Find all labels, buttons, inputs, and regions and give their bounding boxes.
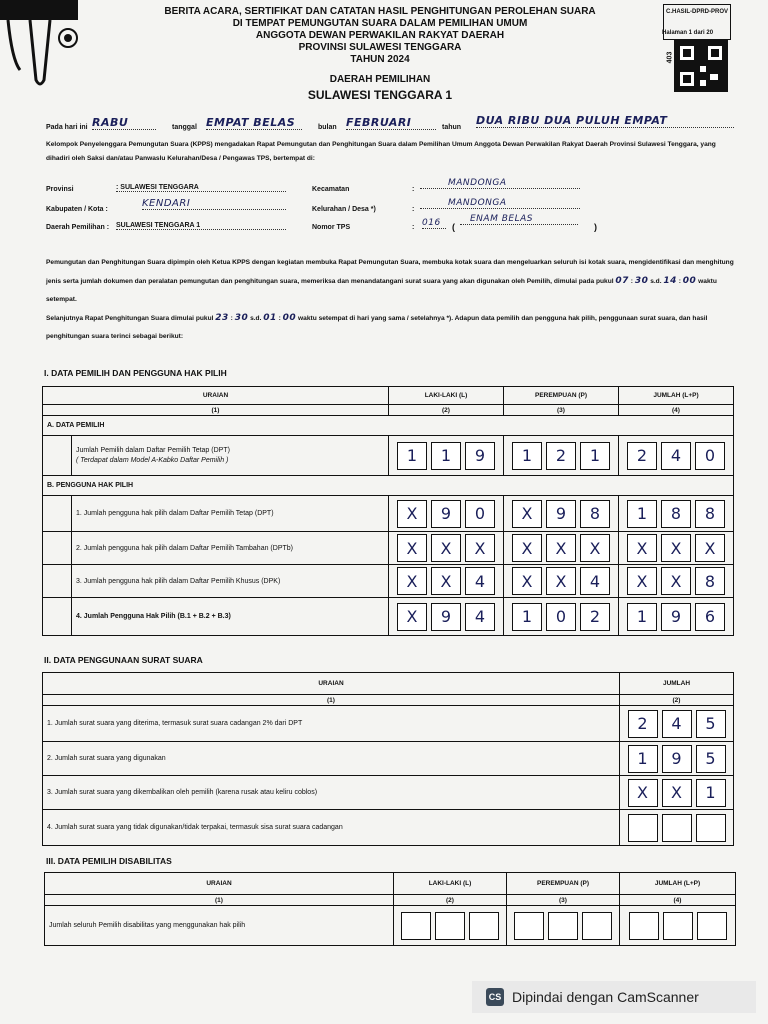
s1-b-title: B. PENGGUNA HAK PILIH xyxy=(43,476,734,496)
digit-box[interactable]: X xyxy=(397,534,427,562)
kabupaten-value: KENDARI xyxy=(142,198,286,210)
provinsi-label: Provinsi xyxy=(46,186,74,193)
s2-col-jml: JUMLAH xyxy=(620,673,734,695)
tps-number: 016 xyxy=(422,218,446,229)
s1-b1-label: 1. Jumlah pengguna hak pilih dalam Daftar Pemilih Tetap (DPT) xyxy=(72,496,389,532)
digit-box[interactable]: 6 xyxy=(695,603,725,631)
digit-box[interactable]: 1 xyxy=(580,442,610,470)
s1-b2-label: 2. Jumlah pengguna hak pilih dalam Daftar Pemilih Tambahan (DPTb) xyxy=(72,532,389,565)
tahun-label: tahun xyxy=(442,124,462,131)
s3-j-cell xyxy=(620,906,736,946)
hari-value: RABU xyxy=(92,116,156,130)
digit-box[interactable]: 9 xyxy=(465,442,495,470)
s3-num-1: (1) xyxy=(45,895,394,906)
count-end-hour: 01 xyxy=(263,313,277,323)
digit-box[interactable]: X xyxy=(512,567,542,595)
digit-box[interactable]: 1 xyxy=(628,745,658,773)
digit-box[interactable]: 8 xyxy=(661,500,691,528)
s1-a-row1: Jumlah Pemilih dalam Daftar Pemilih Tetap (DPT) xyxy=(76,446,230,454)
digit-box[interactable] xyxy=(629,912,659,940)
bulan-value: FEBRUARI xyxy=(346,116,436,130)
digit-box[interactable] xyxy=(514,912,544,940)
digit-box[interactable]: X xyxy=(431,534,461,562)
camscanner-badge xyxy=(472,981,756,1013)
camscanner-logo-icon: CS xyxy=(486,988,504,1006)
s2-row2-label: 2. Jumlah surat suara yang digunakan xyxy=(43,742,620,776)
digit-box[interactable] xyxy=(401,912,431,940)
digit-box[interactable]: X xyxy=(661,567,691,595)
s2-1-boxes xyxy=(624,710,729,738)
s3-col-jml: JUMLAH (L+P) xyxy=(620,873,736,895)
tanggal-value: EMPAT BELAS xyxy=(206,116,302,130)
s3-l-boxes xyxy=(398,912,502,940)
s3-col-p: PEREMPUAN (P) xyxy=(507,873,620,895)
tps-label: Nomor TPS xyxy=(312,224,351,231)
s1-b4-label: 4. Jumlah Pengguna Hak Pilih (B.1 + B.2 + B.3) xyxy=(72,598,389,636)
s1-b3-label: 3. Jumlah pengguna hak pilih dalam Daftar Pemilih Khusus (DPK) xyxy=(72,565,389,598)
title-line-3: ANGGOTA DEWAN PERWAKILAN RAKYAT DAERAH xyxy=(255,30,505,41)
digit-box[interactable]: X xyxy=(431,567,461,595)
digit-box[interactable] xyxy=(548,912,578,940)
title-line-4: PROVINSI SULAWESI TENGGARA xyxy=(298,42,462,53)
kelurahan-value: MANDONGA xyxy=(420,198,580,209)
s1-col-uraian: URAIAN xyxy=(43,387,389,405)
section3-title: III. DATA PEMILIH DISABILITAS xyxy=(46,856,172,866)
digit-box[interactable]: X xyxy=(512,534,542,562)
s3-j-boxes xyxy=(624,912,731,940)
b4-l-boxes xyxy=(393,603,499,631)
s1-b4-indent xyxy=(43,598,72,636)
digit-box[interactable]: 9 xyxy=(431,500,461,528)
paragraph-p1: Pemungutan dan Penghitungan Suara dipimpin oleh Ketua KPPS dengan kegiatan membuka Rapat Pemungutan Suara, membuka kotak suara dan mengeluarkan seluruh isi kotak suara, mengidentifikasi dan menghitung jenis serta jumlah dokumen dan peralatan pemungutan dan penghitungan suara, memeriksa dan menandatangani surat suara yang akan digunakan oleh Pemilih, dimulai pada pukul xyxy=(46,259,734,285)
dapil-label: DAERAH PEMILIHAN xyxy=(329,74,431,85)
digit-box[interactable]: 8 xyxy=(695,567,725,595)
s2-col-uraian: URAIAN xyxy=(43,673,620,695)
b4-j-boxes xyxy=(623,603,729,631)
b2-l-boxes xyxy=(393,534,499,562)
digit-box[interactable]: X xyxy=(627,534,657,562)
s2-3-cell xyxy=(620,776,734,810)
b2-l-cell xyxy=(389,532,504,565)
bulan-label: bulan xyxy=(318,124,337,131)
digit-box[interactable]: 1 xyxy=(512,442,542,470)
digit-box[interactable]: 9 xyxy=(662,745,692,773)
s3-col-l: LAKI-LAKI (L) xyxy=(394,873,507,895)
digit-box[interactable]: 2 xyxy=(546,442,576,470)
digit-box[interactable]: 4 xyxy=(465,603,495,631)
digit-box[interactable] xyxy=(663,912,693,940)
count-start-minute: 30 xyxy=(234,313,249,323)
digit-box[interactable]: 8 xyxy=(695,500,725,528)
s3-l-cell xyxy=(394,906,507,946)
digit-box[interactable]: X xyxy=(397,567,427,595)
form-code: C.HASIL-DPRD-PROV xyxy=(665,9,728,15)
digit-box[interactable]: X xyxy=(661,534,691,562)
b2-j-cell xyxy=(619,532,734,565)
provinsi-value: : SULAWESI TENGGARA xyxy=(116,184,286,192)
s3-col-uraian: URAIAN xyxy=(45,873,394,895)
waktu-text: waktu setempat. xyxy=(46,278,717,303)
digit-box[interactable] xyxy=(696,814,726,842)
digit-box[interactable]: X xyxy=(546,534,576,562)
digit-box[interactable] xyxy=(628,814,658,842)
s3-p-boxes xyxy=(511,912,615,940)
b4-l-cell xyxy=(389,598,504,636)
b3-p-boxes xyxy=(508,567,614,595)
s2-3-boxes xyxy=(624,779,729,807)
digit-box[interactable]: 9 xyxy=(431,603,461,631)
digit-box[interactable]: 2 xyxy=(628,710,658,738)
b4-p-boxes xyxy=(508,603,614,631)
b1-p-cell xyxy=(504,496,619,532)
stamp-drawing xyxy=(0,0,80,100)
section1-title: I. DATA PEMILIH DAN PENGGUNA HAK PILIH xyxy=(44,368,227,378)
s3-p-cell xyxy=(507,906,620,946)
camscanner-text: Dipindai dengan CamScanner xyxy=(512,989,699,1005)
intro-text: Kelompok Penyelenggara Pemungutan Suara (KPPS) mengadakan Rapat Pemungutan dan Penghitungan Suara dalam Pemilihan Umum Anggota Dewan Perwakilan Rakyat Daerah Provinsi Sulawesi Tenggara, yang dihadiri oleh Saksi dan/atau Panwaslu Kelurahan/Desa / Pengawas TPS, bertempat di: xyxy=(46,141,716,162)
s1-a-title: A. DATA PEMILIH xyxy=(43,416,734,436)
end-hour: 14 xyxy=(663,276,677,286)
start-minute: 30 xyxy=(634,276,649,286)
s3-num-4: (4) xyxy=(620,895,736,906)
hari-label: Pada hari ini xyxy=(46,124,88,131)
sd-text-1: s.d. xyxy=(650,278,662,285)
digit-box[interactable]: 8 xyxy=(580,500,610,528)
digit-box[interactable]: X xyxy=(580,534,610,562)
digit-box[interactable]: 2 xyxy=(580,603,610,631)
s1-b2-indent xyxy=(43,532,72,565)
digit-box[interactable] xyxy=(697,912,727,940)
section1-table xyxy=(42,386,734,636)
digit-box[interactable]: 5 xyxy=(696,710,726,738)
b1-l-cell xyxy=(389,496,504,532)
s2-2-boxes xyxy=(624,745,729,773)
a-l-boxes xyxy=(393,442,499,470)
side-code: 403 xyxy=(666,51,674,64)
paragraph-p2b: waktu setempat di hari yang sama / setelahnya *). Adapun data pemilih dan pengguna hak pilih, penggunaan surat suara, dan hasil penghitungan suara terinci sebagai berikut: xyxy=(46,315,708,340)
a-l-cell xyxy=(389,436,504,476)
b3-j-cell xyxy=(619,565,734,598)
digit-box[interactable]: X xyxy=(628,779,658,807)
digit-box[interactable]: 1 xyxy=(696,779,726,807)
title-line-1: BERITA ACARA, SERTIFIKAT DAN CATATAN HASIL PENGHITUNGAN PEROLEHAN SUARA xyxy=(164,6,596,17)
digit-box[interactable]: X xyxy=(695,534,725,562)
s2-row4-label: 4. Jumlah surat suara yang tidak digunakan/tidak terpakai, termasuk sisa surat suara cadangan xyxy=(43,810,620,846)
s1-col-p: PEREMPUAN (P) xyxy=(504,387,619,405)
s3-row-label: Jumlah seluruh Pemilih disabilitas yang menggunakan hak pilih xyxy=(45,906,394,946)
a-j-cell xyxy=(619,436,734,476)
digit-box[interactable]: 5 xyxy=(696,745,726,773)
a-j-boxes xyxy=(623,442,729,470)
digit-box[interactable]: 1 xyxy=(627,500,657,528)
s1-num-2: (2) xyxy=(389,405,504,416)
b3-l-cell xyxy=(389,565,504,598)
a-p-cell xyxy=(504,436,619,476)
count-end-minute: 00 xyxy=(282,313,297,323)
digit-box[interactable]: 9 xyxy=(546,500,576,528)
s1-b3-indent xyxy=(43,565,72,598)
tanggal-label: tanggal xyxy=(172,124,197,131)
s1-b1-indent xyxy=(43,496,72,532)
s2-row3-label xyxy=(43,776,620,810)
paren-close: ) xyxy=(594,222,597,232)
date-line xyxy=(46,114,736,134)
s2-4-boxes xyxy=(624,814,729,842)
start-hour: 07 xyxy=(615,276,629,286)
digit-box[interactable]: X xyxy=(397,500,427,528)
section2-table xyxy=(42,672,734,846)
count-start-hour: 23 xyxy=(215,313,229,323)
s2-row1-label: 1. Jumlah surat suara yang diterima, termasuk surat suara cadangan 2% dari DPT xyxy=(43,706,620,742)
kecamatan-label: Kecamatan xyxy=(312,186,350,193)
s1-a-indent xyxy=(43,436,72,476)
b3-p-cell xyxy=(504,565,619,598)
s1-col-jml: JUMLAH (L+P) xyxy=(619,387,734,405)
digit-box[interactable]: 1 xyxy=(512,603,542,631)
digit-box[interactable]: 2 xyxy=(627,442,657,470)
s1-num-4: (4) xyxy=(619,405,734,416)
sd-text-2: s.d. xyxy=(250,315,262,322)
digit-box[interactable] xyxy=(435,912,465,940)
s2-4-cell xyxy=(620,810,734,846)
tps-words: ENAM BELAS xyxy=(460,214,578,225)
s2-num-2: (2) xyxy=(620,695,734,706)
dapil-row-label: Daerah Pemilihan : xyxy=(46,224,110,231)
kelurahan-label: Kelurahan / Desa *) xyxy=(312,206,376,213)
digit-box[interactable] xyxy=(662,814,692,842)
s3-num-2: (2) xyxy=(394,895,507,906)
s3-num-3: (3) xyxy=(507,895,620,906)
procedure-paragraph: Pemungutan dan Penghitungan Suara dipimpin oleh Ketua KPPS dengan kegiatan membuka Rapat Pemungutan Suara, membuka kotak suara dan mengeluarkan seluruh isi kotak suara, mengidentifikasi dan menghitung jenis serta jumlah dokumen dan peralatan pemungutan dan penghitungan suara, memeriksa dan menandatangani surat suara yang akan digunakan oleh Pemilih, dimulai pada pukul 07 : 30 s.d. 14 : 00 waktu setempat. Selanjutnya Rapat Penghitungan Suara dimulai pukul 23 : 30 s.d. 01 : 00 waktu setempat di hari yang sama / setelahnya *). Adapun data pemilih dan pengguna hak pilih, penggunaan surat suara, dan hasil penghitungan suara terinci sebagai berikut: xyxy=(46,259,734,340)
kabupaten-label: Kabupaten / Kota : xyxy=(46,206,108,213)
s2-1-cell xyxy=(620,706,734,742)
colon-1: : xyxy=(412,186,415,193)
digit-box[interactable]: X xyxy=(627,567,657,595)
digit-box[interactable]: 1 xyxy=(397,442,427,470)
digit-box[interactable]: 9 xyxy=(661,603,691,631)
qr-code-icon xyxy=(674,40,728,92)
digit-box[interactable]: 1 xyxy=(627,603,657,631)
s1-num-3: (3) xyxy=(504,405,619,416)
digit-box[interactable] xyxy=(469,912,499,940)
digit-box[interactable] xyxy=(582,912,612,940)
digit-box[interactable]: 0 xyxy=(546,603,576,631)
digit-box[interactable]: X xyxy=(546,567,576,595)
digit-box[interactable]: 4 xyxy=(661,442,691,470)
section2-title: II. DATA PENGGUNAAN SURAT SUARA xyxy=(44,655,203,665)
a-p-boxes xyxy=(508,442,614,470)
b4-j-cell xyxy=(619,598,734,636)
b2-p-cell xyxy=(504,532,619,565)
b1-j-cell xyxy=(619,496,734,532)
tahun-value: DUA RIBU DUA PULUH EMPAT xyxy=(476,114,734,128)
section3-table xyxy=(44,872,736,946)
digit-box[interactable]: X xyxy=(397,603,427,631)
page-number: Halaman 1 dari 20 xyxy=(662,30,714,36)
b3-j-boxes xyxy=(623,567,729,595)
digit-box[interactable]: X xyxy=(465,534,495,562)
colon-2: : xyxy=(412,206,415,213)
s1-a-row2: ( Terdapat dalam Model A-Kabko Daftar Pemilih ) xyxy=(76,456,229,464)
b4-p-cell xyxy=(504,598,619,636)
s1-col-l: LAKI-LAKI (L) xyxy=(389,387,504,405)
paren-open: ( xyxy=(452,222,455,232)
paragraph-p2a: Selanjutnya Rapat Penghitungan Suara dimulai pukul xyxy=(46,315,214,322)
digit-box[interactable]: 0 xyxy=(465,500,495,528)
s2-num-1: (1) xyxy=(43,695,620,706)
digit-box[interactable]: X xyxy=(662,779,692,807)
dapil-row-value: SULAWESI TENGGARA 1 xyxy=(116,222,286,230)
digit-box[interactable]: 4 xyxy=(465,567,495,595)
digit-box[interactable]: 1 xyxy=(431,442,461,470)
b1-p-boxes xyxy=(508,500,614,528)
digit-box[interactable]: 4 xyxy=(580,567,610,595)
s1-num-1: (1) xyxy=(43,405,389,416)
digit-box[interactable]: 0 xyxy=(695,442,725,470)
colon-3: : xyxy=(412,224,415,231)
digit-box[interactable]: 4 xyxy=(662,710,692,738)
b3-l-boxes xyxy=(393,567,499,595)
kecamatan-value: MANDONGA xyxy=(420,178,580,189)
title-line-2: DI TEMPAT PEMUNGUTAN SUARA DALAM PEMILIHAN UMUM xyxy=(232,18,528,29)
s2-2-cell xyxy=(620,742,734,776)
b1-l-boxes xyxy=(393,500,499,528)
title-line-5: TAHUN 2024 xyxy=(350,54,410,65)
b2-p-boxes xyxy=(508,534,614,562)
b1-j-boxes xyxy=(623,500,729,528)
digit-box[interactable]: X xyxy=(512,500,542,528)
s2-row3-text: 3. Jumlah surat suara yang dikembalikan oleh pemilih (karena rusak atau keliru coblos) xyxy=(47,789,318,796)
dapil-name: SULAWESI TENGGARA 1 xyxy=(307,88,453,102)
end-minute: 00 xyxy=(682,276,697,286)
s1-a-label xyxy=(72,436,389,476)
b2-j-boxes xyxy=(623,534,729,562)
